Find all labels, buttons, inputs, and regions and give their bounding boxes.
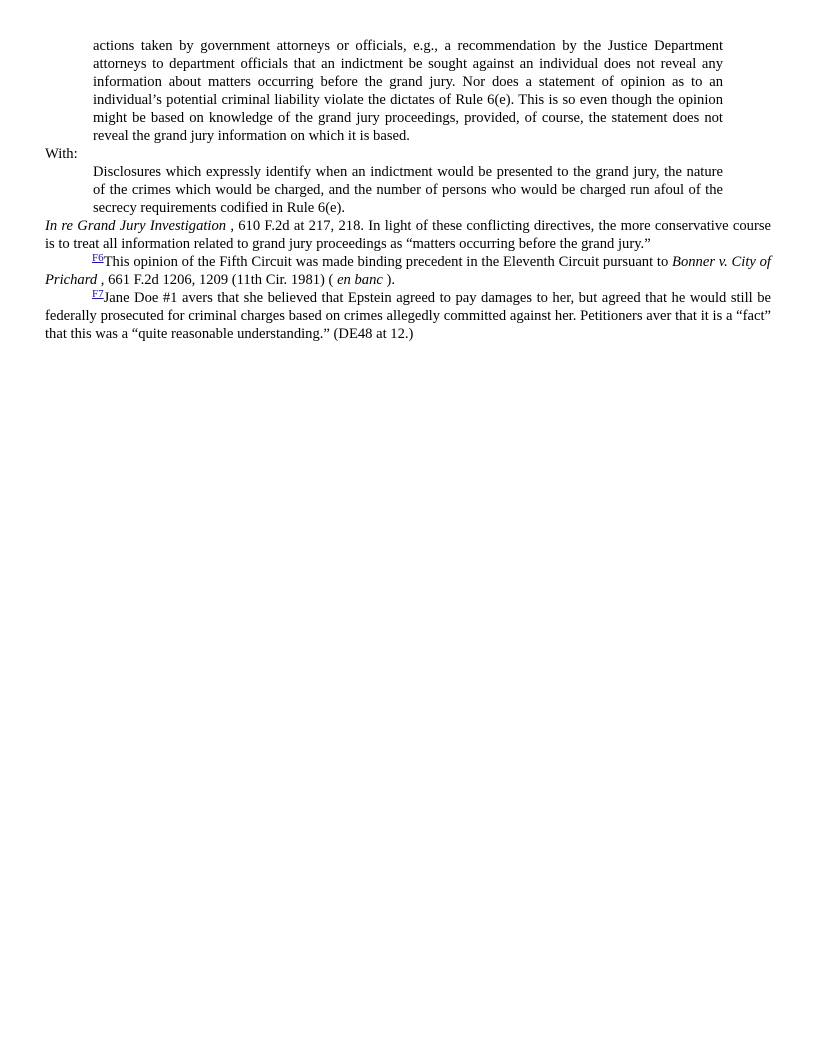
footnote-6-link[interactable]: F6 [92,252,104,264]
citation-text: , 610 F.2d at 217, 218. In light of these conflicting directives, the more conservative course is to treat all information related to grand jury proceedings as “matters occurring before the grand jury.” [45,218,771,252]
footnote-6 [45,253,771,289]
block-quote-1: actions taken by government attorneys or officials, e.g., a recommendation by the Justice Department attorneys to department officials that an indictment be sought against an individual does not reveal any information about matters occurring before the grand jury. Nor does a statement of opinion as to an individual’s potential criminal liability violate the dictates of Rule 6(e). This is so even though the opinion might be based on knowledge of the grand jury proceedings, provided, of course, the statement does not reveal the grand jury information on which it is based. [93,38,723,144]
footnote-6-text-before: This opinion of the Fifth Circuit was made binding precedent in the Eleventh Circuit pursuant to [103,254,673,270]
footnote-7-text: Jane Doe #1 avers that she believed that Epstein agreed to pay damages to her, but agreed that he would still be federally prosecuted for criminal charges based on crimes allegedly committed against her. Petitioners aver that it is a “fact” that this was a “quite reasonable understanding.” (DE48 at 12.) [45,290,771,342]
en-banc: en banc [337,272,383,288]
footnote-6-text-end: ). [382,272,396,288]
citation-paragraph [45,217,771,253]
block-quote-2: Disclosures which expressly identify when an indictment would be presented to the grand jury, the nature of the crimes which would be charged, and the number of persons who would be charged run afoul of the secrecy requirements codified in Rule 6(e). [93,164,723,216]
footnote-7 [45,289,771,343]
footnote-7-link[interactable]: F7 [92,288,104,300]
case-name-bonner: Bonner v. City of Prichard [45,254,771,288]
with-label: With: [45,146,78,162]
case-name-grand-jury: In re Grand Jury Investigation [45,218,227,234]
document-page [45,37,771,343]
footnote-6-text-mid: , 661 F.2d 1206, 1209 (11th Cir. 1981) ( [97,272,338,288]
